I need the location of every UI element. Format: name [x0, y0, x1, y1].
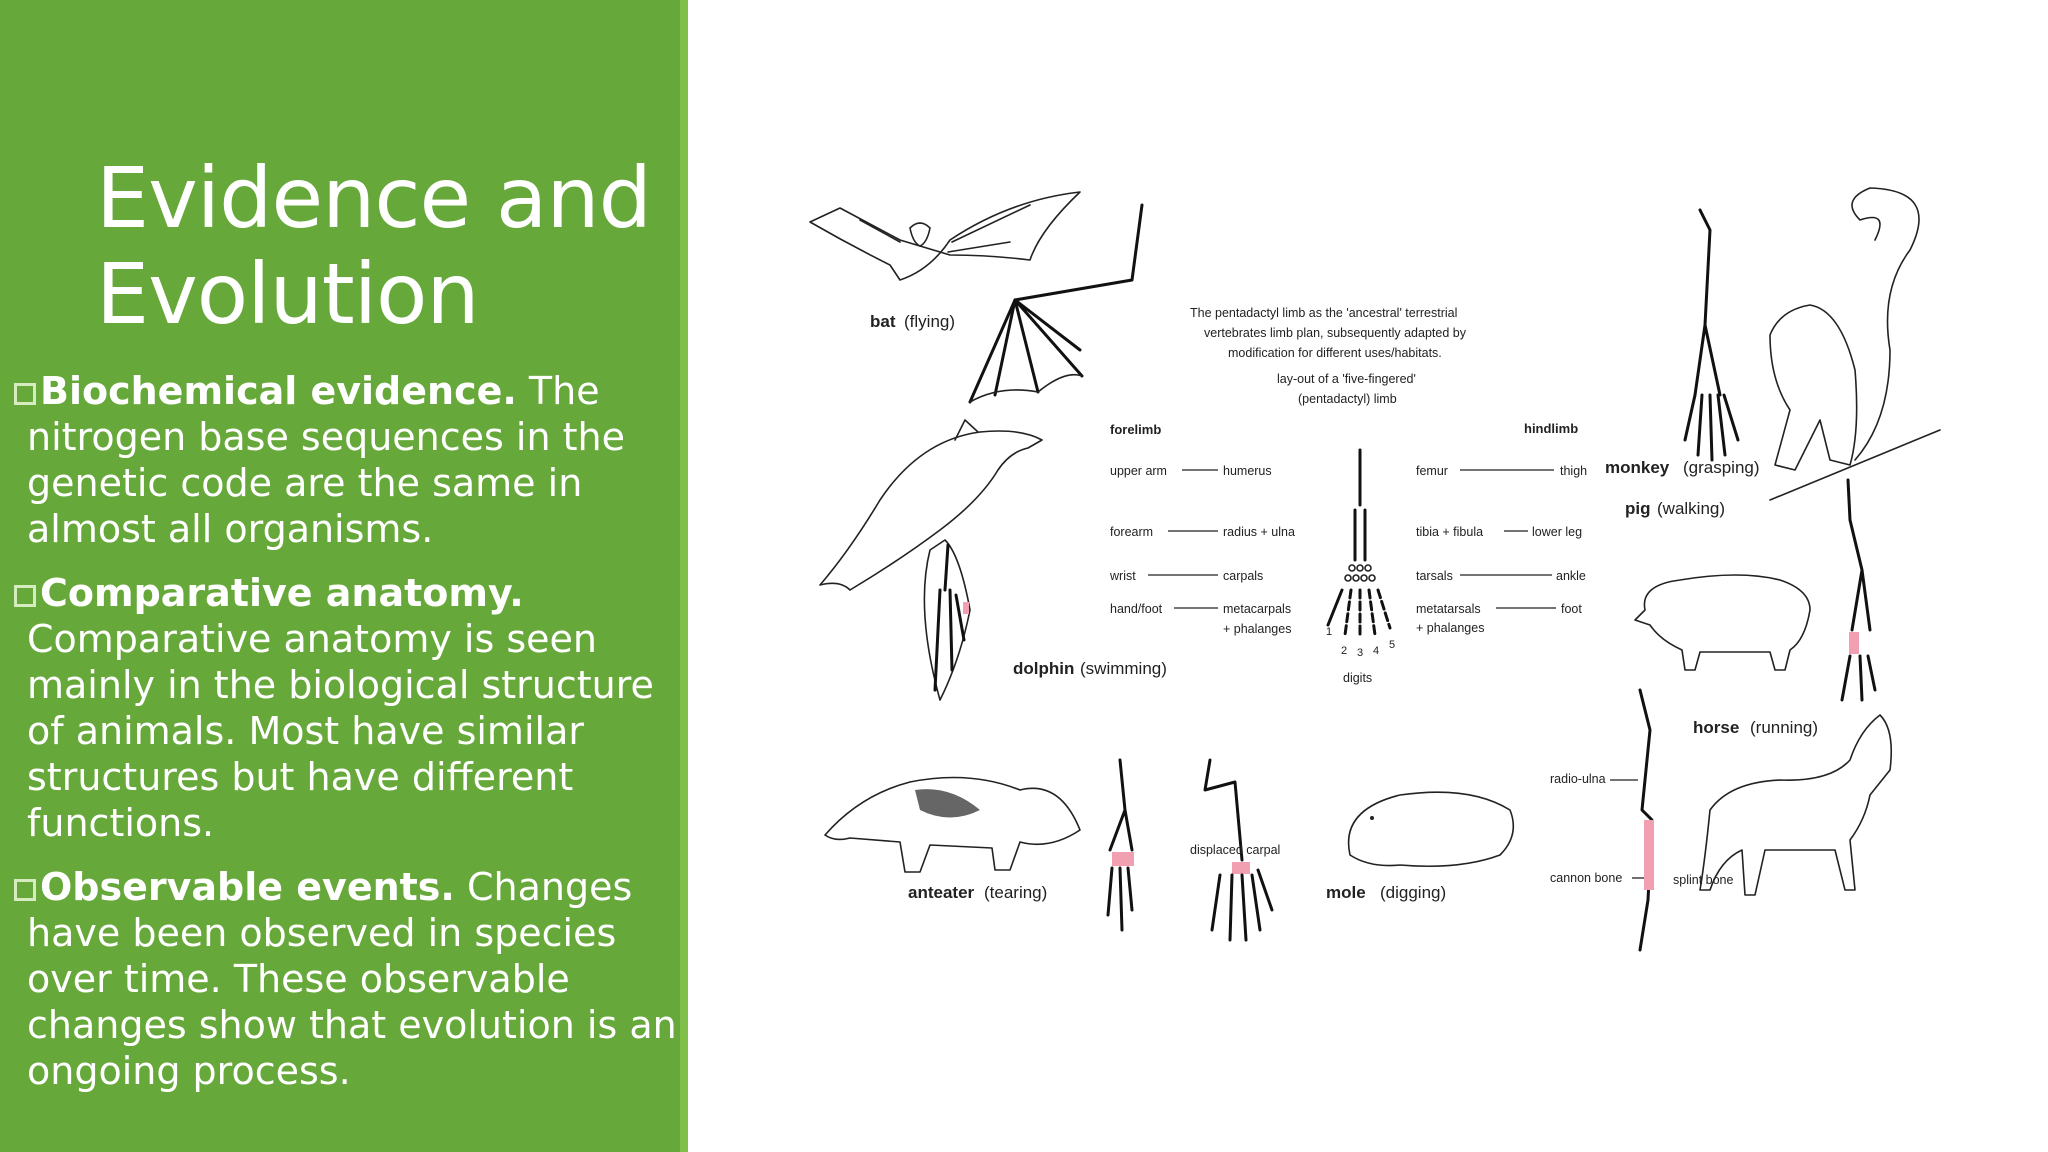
forelimb-to: humerus — [1223, 464, 1272, 478]
animal-label-pig: pig — [1625, 499, 1651, 518]
digit-number: 1 — [1326, 626, 1333, 638]
bullet-comparative — [14, 570, 684, 846]
hindlimb-to: tarsals — [1416, 569, 1453, 583]
forelimb-from: upper arm — [1110, 464, 1167, 478]
animal-use-anteater: (tearing) — [984, 883, 1048, 902]
forelimb-from: hand/foot — [1110, 602, 1163, 616]
bullet-text: mainly in the biological structure — [27, 663, 654, 707]
forelimb-from: wrist — [1110, 569, 1136, 583]
animal-label-bat: bat — [870, 312, 896, 331]
animal-use-mole: (digging) — [1380, 883, 1447, 902]
caption-line-1: The pentadactyl limb as the 'ancestral' terrestrial — [1190, 306, 1458, 320]
bullet-text: genetic code are the same in — [27, 461, 583, 505]
bullet-heading: Observable events. — [40, 865, 455, 909]
animal-use-dolphin: (swimming) — [1080, 659, 1167, 678]
figure-svg — [780, 170, 1960, 970]
digit-number: 4 — [1373, 645, 1380, 657]
hindlimb-from: ankle — [1556, 569, 1586, 583]
bullet-text: structures but have different — [27, 755, 574, 799]
pentadactyl-schematic — [1328, 450, 1390, 638]
hindlimb-extra: + phalanges — [1416, 621, 1485, 635]
pig-leg-skeleton — [1842, 480, 1875, 700]
bullet-text: of animals. Most have similar — [27, 709, 584, 753]
label-displaced-carpal: displaced carpal — [1190, 843, 1281, 857]
checkbox-bullet-icon — [14, 879, 36, 901]
anteater-limb-skeleton — [1108, 760, 1134, 930]
bullet-text: have been observed in species — [27, 911, 617, 955]
bullet-text: changes show that evolution is an — [27, 1003, 677, 1047]
bat-wing-skeleton — [970, 205, 1142, 402]
bullet-heading: Comparative anatomy. — [40, 571, 524, 615]
animal-label-mole: mole — [1326, 883, 1366, 902]
dolphin-drawing — [820, 420, 1042, 590]
title-line-2: Evolution — [96, 245, 479, 343]
bullet-text: nitrogen base sequences in the — [27, 415, 625, 459]
bullet-text: almost all organisms. — [27, 507, 434, 551]
bullet-text: ongoing process. — [27, 1049, 351, 1093]
animal-label-monkey: monkey — [1605, 458, 1670, 477]
label-splint-bone: splint bone — [1673, 873, 1734, 887]
animal-use-horse: (running) — [1750, 718, 1819, 737]
caption-line-2: vertebrates limb plan, subsequently adapted by — [1204, 326, 1466, 340]
caption-line-3: modification for different uses/habitats. — [1228, 346, 1442, 360]
bullet-list — [14, 368, 684, 1112]
bullet-observable — [14, 864, 684, 1094]
digit-number: 3 — [1357, 647, 1364, 659]
animal-label-anteater: anteater — [908, 883, 975, 902]
horse-drawing — [1700, 715, 1891, 895]
hindlimb-from: foot — [1561, 602, 1582, 616]
layout-caption-1: lay-out of a 'five-fingered' — [1277, 372, 1416, 386]
checkbox-bullet-icon — [14, 585, 36, 607]
label-cannon-bone: cannon bone — [1550, 871, 1623, 885]
layout-caption-2: (pentadactyl) limb — [1298, 392, 1397, 406]
bullet-heading: Biochemical evidence. — [40, 369, 517, 413]
bullet-biochemical — [14, 368, 684, 552]
forelimb-to: carpals — [1223, 569, 1264, 583]
checkbox-bullet-icon — [14, 383, 36, 405]
animal-label-horse: horse — [1693, 718, 1740, 737]
animal-label-dolphin: dolphin — [1013, 659, 1075, 678]
bullet-text: functions. — [27, 801, 215, 845]
bat-drawing — [810, 192, 1080, 280]
animal-use-pig: (walking) — [1657, 499, 1726, 518]
forelimb-to: metacarpals — [1223, 602, 1292, 616]
hindlimb-from: lower leg — [1532, 525, 1583, 539]
title-line-1: Evidence and — [96, 149, 651, 247]
digit-number: 2 — [1341, 645, 1348, 657]
dolphin-flipper-skeleton — [924, 540, 970, 700]
forelimb-header: forelimb — [1110, 422, 1162, 437]
anteater-drawing — [825, 778, 1080, 873]
pentadactyl-limb-figure — [780, 170, 1960, 970]
forelimb-to: radius + ulna — [1223, 525, 1295, 539]
bullet-text: Changes — [466, 865, 633, 909]
hindlimb-from: thigh — [1560, 464, 1588, 478]
bullet-text: Comparative anatomy is seen — [27, 617, 597, 661]
label-radio-ulna: radio-ulna — [1550, 772, 1606, 786]
horse-leg-skeleton — [1640, 690, 1654, 950]
digits-label: digits — [1343, 671, 1373, 685]
hindlimb-to: metatarsals — [1416, 602, 1481, 616]
monkey-drawing — [1770, 188, 1940, 500]
mole-drawing — [1349, 792, 1514, 866]
monkey-arm-skeleton — [1685, 210, 1738, 460]
pig-drawing — [1635, 575, 1810, 670]
bullet-text: over time. These observable — [27, 957, 570, 1001]
hindlimb-to: tibia + fibula — [1416, 525, 1484, 539]
forelimb-extra: + phalanges — [1223, 622, 1292, 636]
hindlimb-header: hindlimb — [1524, 421, 1579, 436]
bullet-text: The — [528, 369, 600, 413]
animal-use-monkey: (grasping) — [1683, 458, 1760, 477]
animal-use-bat: (flying) — [904, 312, 956, 331]
hindlimb-to: femur — [1416, 464, 1448, 478]
forelimb-from: forearm — [1110, 525, 1154, 539]
digit-number: 5 — [1389, 639, 1396, 651]
slide-title — [96, 150, 676, 342]
